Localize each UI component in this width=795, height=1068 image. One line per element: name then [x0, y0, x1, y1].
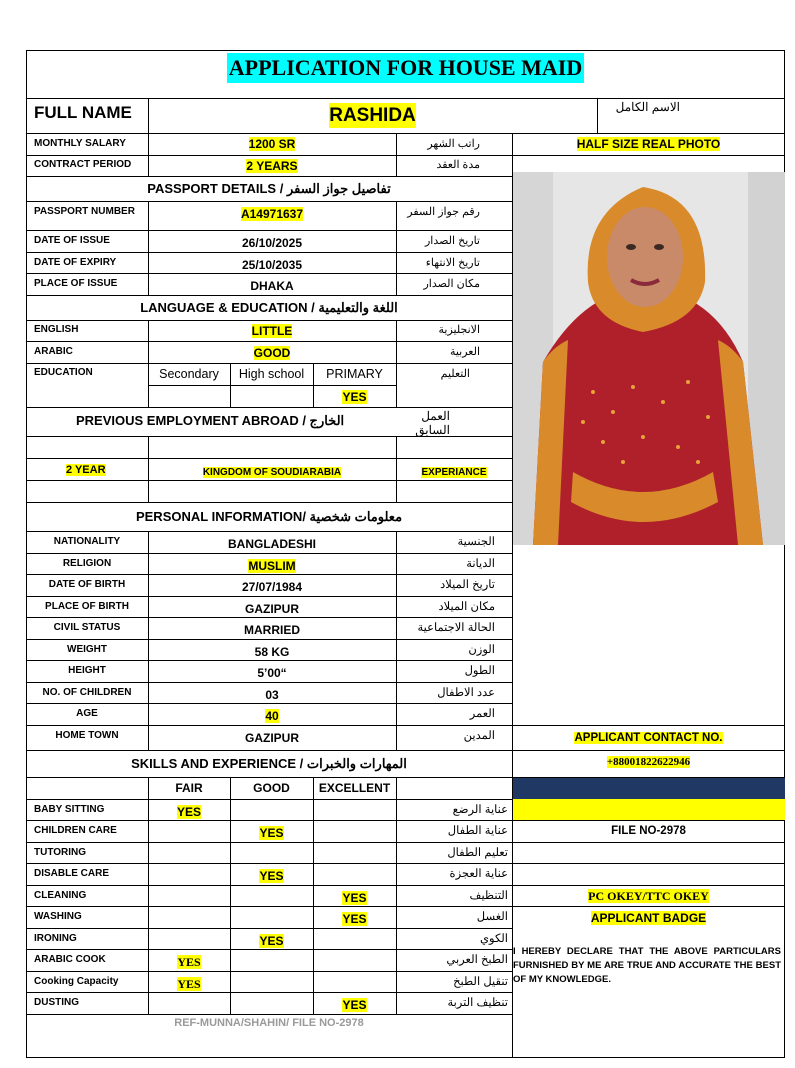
personal-row-label: HEIGHT — [68, 665, 106, 676]
full-name-arabic: الاسم الكامل — [615, 100, 680, 114]
skill-row-label: WASHING — [34, 911, 82, 922]
personal-row-value: MARRIED — [244, 623, 300, 637]
pc-okey: PC OKEY/TTC OKEY — [588, 889, 709, 903]
skill-row-label: BABY SITTING — [34, 804, 105, 815]
salary-arabic: راتب الشهر — [427, 138, 480, 150]
skill-fair-mark: YES — [176, 805, 201, 819]
personal-row-label: NATIONALITY — [53, 536, 121, 547]
declaration-text: I HEREBY DECLARE THAT THE ABOVE PARTICULARS FURNISHED BY ME ARE TRUE AND ACCURATE THE BEST OF MY KNOWLEDGE. — [513, 946, 781, 985]
personal-row-value: MUSLIM — [248, 559, 296, 573]
skill-row-label: CLEANING — [34, 890, 87, 901]
employment-heading-arabic: العمل السابق — [415, 409, 450, 437]
personal-row-arabic: تاريخ الميلاد — [440, 579, 495, 591]
skill-row-arabic: تعليم الطفال — [447, 847, 508, 859]
skill-row-label: CHILDREN CARE — [34, 825, 117, 836]
person-photo-icon — [513, 172, 785, 545]
passport-row-label: PLACE OF ISSUE — [34, 278, 118, 289]
personal-row-value: GAZIPUR — [245, 602, 299, 616]
skill-row-arabic: عناية الرضع — [452, 804, 508, 816]
personal-row-value: 40 — [265, 709, 279, 723]
skill-row-label: DISABLE CARE — [34, 868, 110, 879]
applicant-badge: APPLICANT BADGE — [590, 911, 707, 925]
passport-row-arabic: رقم جواز السفر — [407, 206, 480, 218]
file-no: FILE NO-2978 — [611, 825, 686, 837]
skill-row-label: ARABIC COOK — [34, 954, 106, 965]
passport-row-label: DATE OF ISSUE — [34, 235, 110, 246]
passport-row-label: DATE OF EXPIRY — [34, 257, 117, 268]
skill-excellent-mark: YES — [342, 912, 367, 926]
skill-row-arabic: عناية الطفال — [447, 825, 508, 837]
ref-footer: REF-MUNNA/SHAHIN/ FILE NO-2978 — [174, 1017, 364, 1029]
personal-row-label: AGE — [76, 708, 98, 719]
skill-row-label: Cooking Capacity — [34, 976, 119, 987]
arabic-lang-label: ARABIC — [34, 346, 73, 357]
skill-row-arabic: الطبخ العربي — [446, 954, 508, 966]
personal-row-arabic: الوزن — [468, 644, 495, 656]
contact-label: APPLICANT CONTACT NO. — [574, 732, 723, 744]
passport-row-value: DHAKA — [250, 279, 294, 293]
skills-col-excellent: EXCELLENT — [318, 781, 391, 795]
english-arabic: الانجليزية — [438, 324, 480, 336]
skill-row-label: TUTORING — [34, 847, 87, 858]
personal-row-value: 5’00“ — [257, 666, 287, 680]
personal-row-arabic: الطول — [464, 665, 495, 677]
education-arabic: التعليم — [440, 368, 470, 380]
full-name-label: FULL NAME — [34, 103, 132, 122]
personal-heading: PERSONAL INFORMATION/ معلومات شخصية — [135, 509, 403, 524]
passport-row-arabic: تاريخ الصدار — [424, 235, 480, 247]
personal-row-arabic: عدد الاطفال — [437, 687, 495, 699]
full-name-value: RASHIDA — [329, 105, 416, 126]
contract-value: 2 YEARS — [246, 159, 298, 173]
skill-good-mark: YES — [259, 869, 284, 883]
salary-value: 1200 SR — [248, 137, 296, 151]
skill-excellent-mark: YES — [342, 998, 367, 1012]
english-value: LITTLE — [251, 324, 293, 338]
skills-col-good: GOOD — [253, 781, 290, 795]
personal-row-arabic: مكان الميلاد — [438, 601, 495, 613]
skill-fair-mark: YES — [177, 977, 201, 991]
passport-row-label: PASSPORT NUMBER — [34, 206, 135, 217]
skill-row-arabic: الغسل — [476, 911, 508, 923]
edu-level-highschool: High school — [238, 367, 305, 381]
edu-level-primary: PRIMARY — [326, 367, 383, 381]
skill-good-mark: YES — [259, 826, 284, 840]
personal-row-label: PLACE OF BIRTH — [45, 601, 129, 612]
skills-col-fair: FAIR — [175, 781, 203, 795]
personal-row-arabic: الديانة — [466, 558, 495, 570]
personal-row-label: RELIGION — [62, 558, 112, 569]
edu-level-secondary: Secondary — [159, 367, 219, 381]
passport-row-arabic: تاريخ الانتهاء — [425, 257, 480, 269]
skill-row-label: IRONING — [34, 933, 77, 944]
applicant-photo — [513, 172, 785, 545]
personal-row-arabic: العمر — [469, 708, 495, 720]
skill-row-arabic: عناية العجزة — [449, 868, 508, 880]
skill-row-arabic: التنظيف — [469, 890, 508, 902]
passport-row-arabic: مكان الصدار — [423, 278, 480, 290]
title-row — [26, 50, 785, 98]
skill-row-arabic: تنظيف التربة — [447, 997, 508, 1009]
education-label: EDUCATION — [34, 367, 93, 378]
skill-row-label: DUSTING — [34, 997, 79, 1008]
photo-label: HALF SIZE REAL PHOTO — [576, 137, 721, 151]
personal-row-value: 27/07/1984 — [241, 580, 303, 594]
skill-good-mark: YES — [259, 934, 284, 948]
yellow-band — [513, 799, 785, 820]
passport-row-value: A14971637 — [240, 207, 304, 221]
arabic-lang-arabic: العربية — [449, 346, 480, 358]
passport-row-value: 25/10/2035 — [241, 258, 303, 272]
skill-fair-mark: YES — [177, 955, 201, 969]
arabic-lang-value: GOOD — [253, 346, 291, 360]
contract-label: CONTRACT PERIOD — [34, 159, 132, 170]
personal-row-arabic: المدين — [463, 730, 495, 742]
employment-label: EXPERIANCE — [421, 467, 487, 478]
skill-excellent-mark: YES — [342, 891, 367, 905]
salary-label: MONTHLY SALARY — [34, 138, 126, 149]
personal-row-arabic: الحالة الاجتماعية — [417, 622, 495, 634]
employment-heading: PREVIOUS EMPLOYMENT ABROAD / الخارج — [76, 413, 345, 428]
personal-row-value: GAZIPUR — [245, 731, 299, 745]
contact-number: +88001822622946 — [606, 756, 691, 768]
language-heading: LANGUAGE & EDUCATION / اللغة والتعليمية — [140, 300, 398, 315]
english-label: ENGLISH — [34, 324, 79, 335]
personal-row-value: BANGLADESHI — [227, 537, 316, 551]
navy-band — [513, 778, 785, 799]
page-title: APPLICATION FOR HOUSE MAID — [227, 53, 584, 83]
personal-row-label: DATE OF BIRTH — [48, 579, 126, 590]
personal-row-label: HOME TOWN — [55, 730, 119, 741]
personal-row-value: 03 — [265, 688, 279, 702]
personal-row-arabic: الجنسية — [457, 536, 495, 548]
personal-row-value: 58 KG — [254, 645, 290, 659]
passport-row-value: 26/10/2025 — [241, 236, 303, 250]
skill-row-arabic: الكوي — [480, 933, 508, 945]
personal-row-label: WEIGHT — [67, 644, 107, 655]
employment-country: KINGDOM OF SOUDIARABIA — [202, 467, 342, 478]
passport-heading: PASSPORT DETAILS / تفاصيل جواز السفر — [147, 181, 391, 196]
skills-heading: SKILLS AND EXPERIENCE / المهارات والخبرات — [131, 756, 407, 771]
skill-row-arabic: تنقيل الطبخ — [453, 976, 508, 988]
personal-row-label: NO. OF CHILDREN — [42, 687, 132, 698]
contract-arabic: مدة العقد — [436, 159, 480, 171]
education-value: YES — [342, 390, 367, 404]
employment-years: 2 YEAR — [66, 464, 106, 476]
personal-row-label: CIVIL STATUS — [53, 622, 121, 633]
